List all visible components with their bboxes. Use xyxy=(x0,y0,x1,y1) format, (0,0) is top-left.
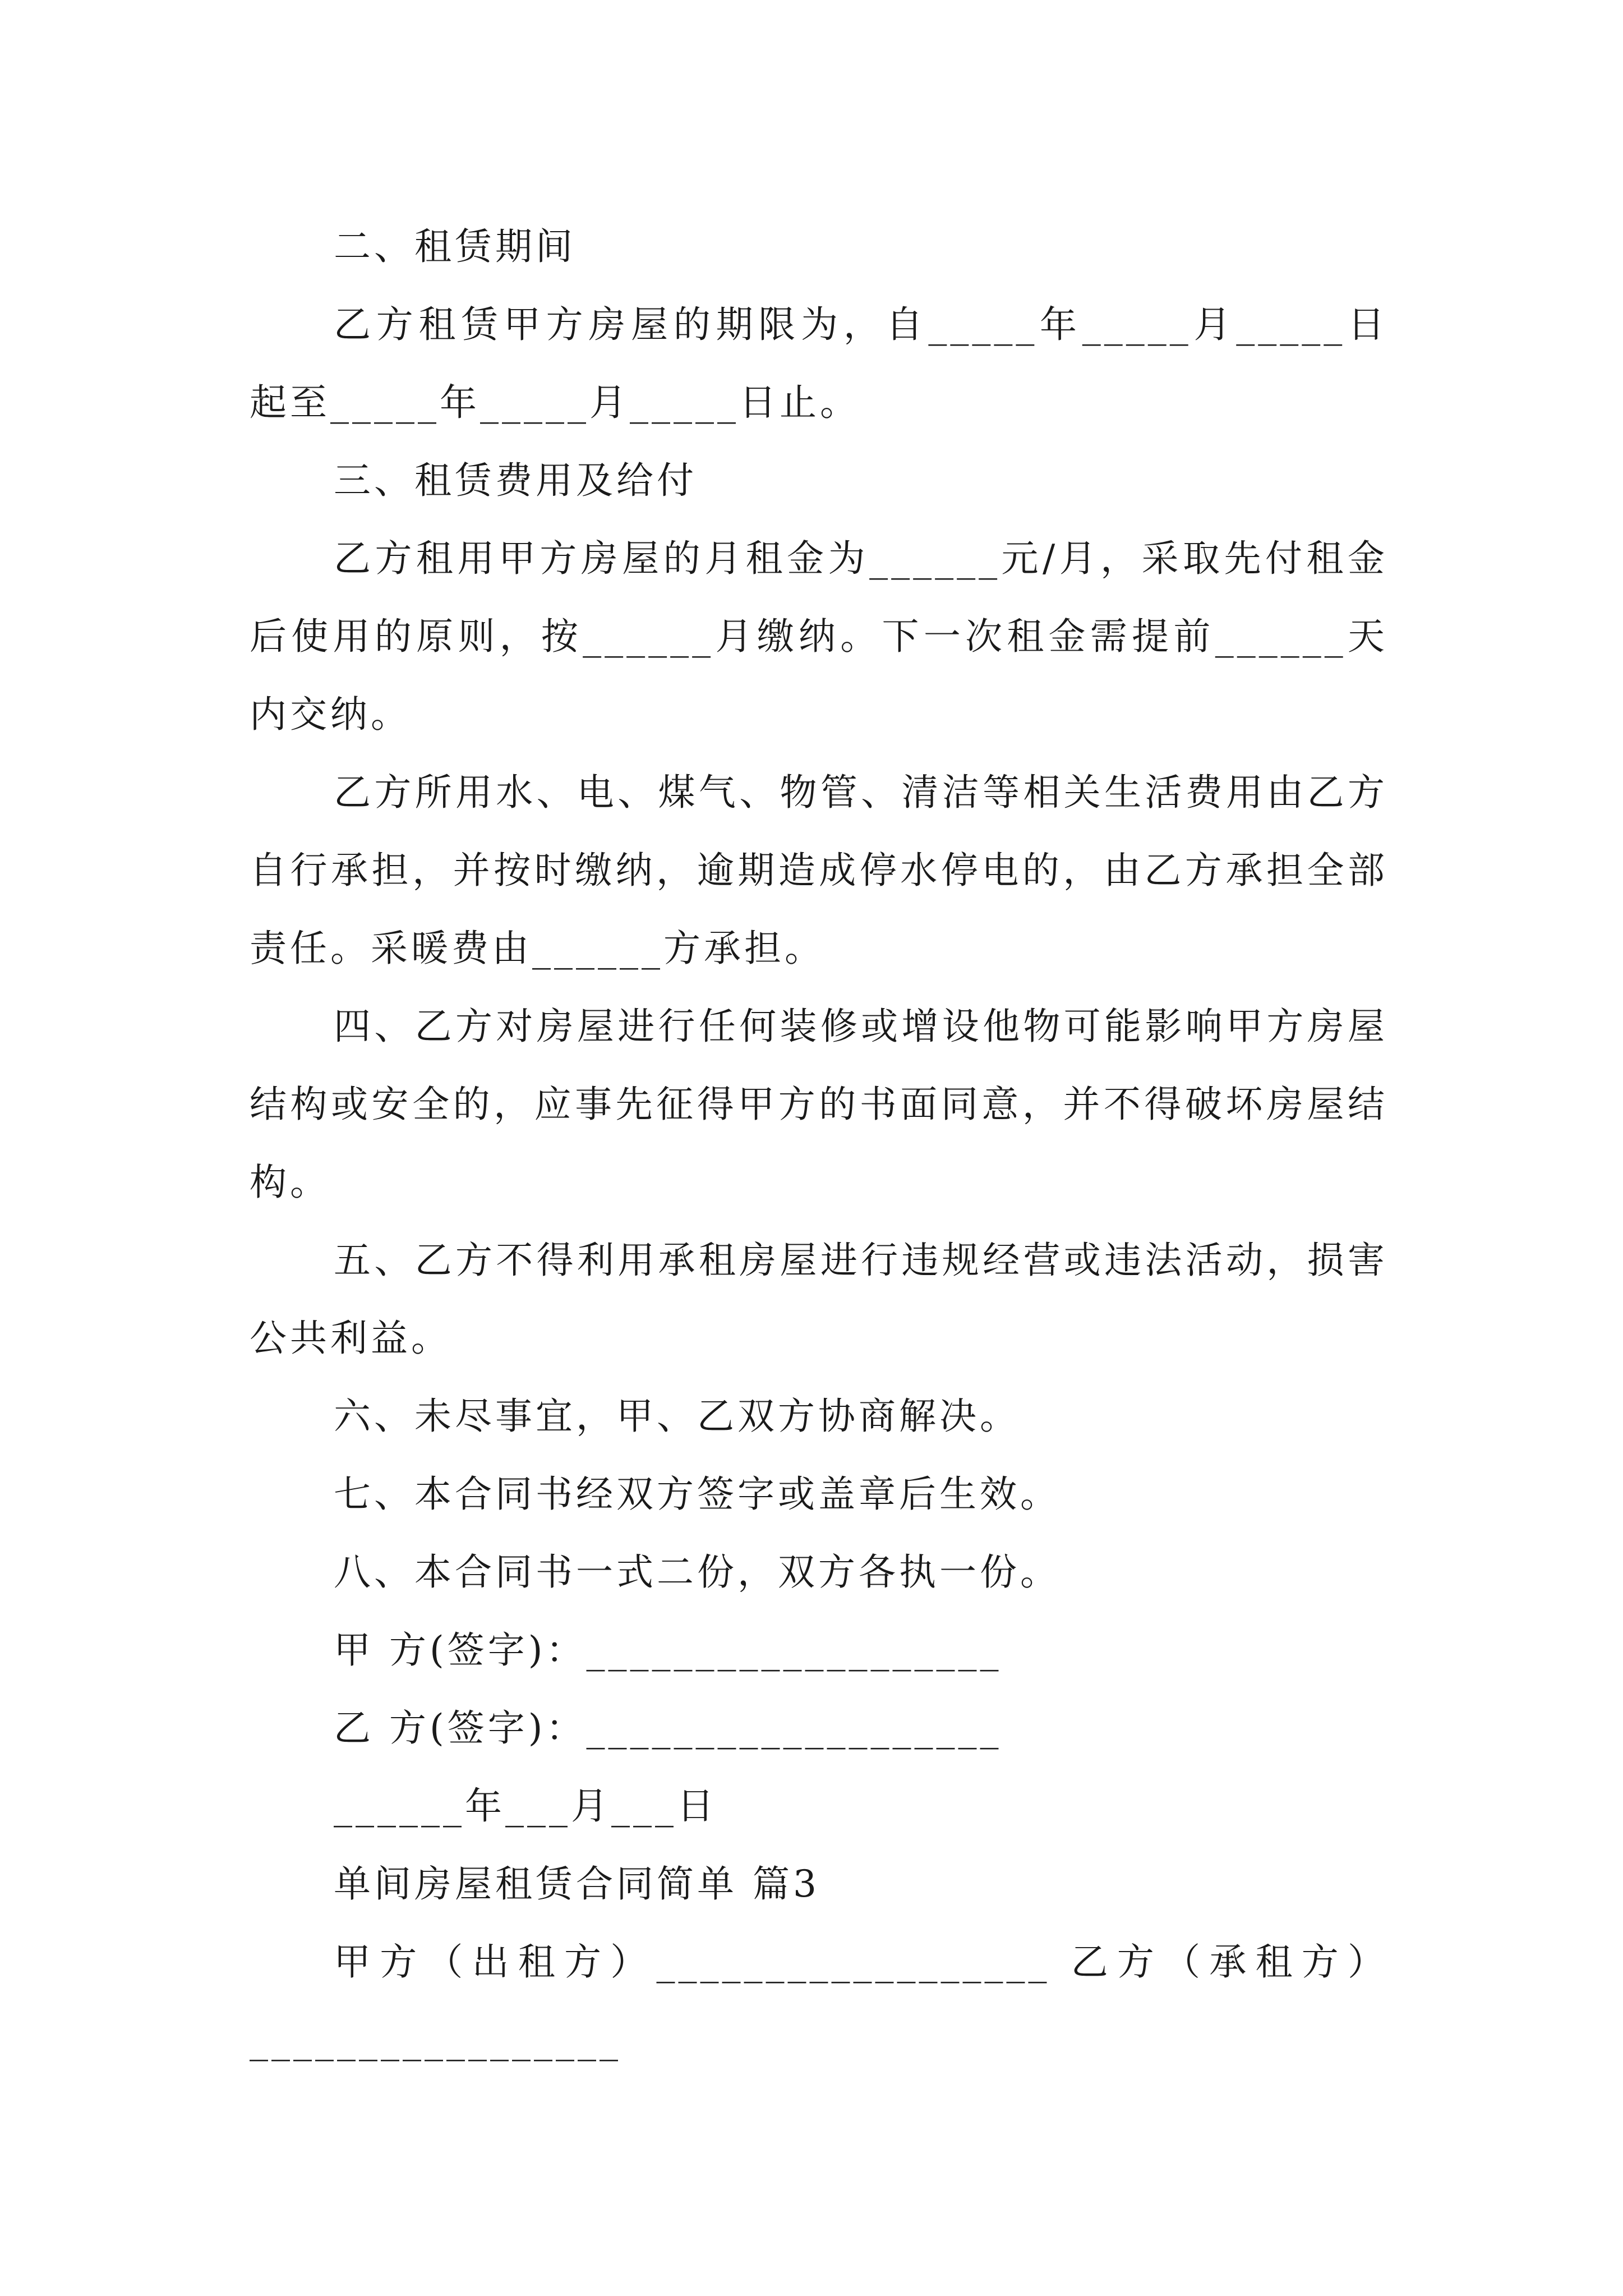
clause-eight-paragraph: 八、本合同书一式二份，双方各执一份。 xyxy=(334,1550,1061,1594)
heading-rent-payment: 三、租赁费用及给付 xyxy=(334,459,697,502)
document-body xyxy=(250,208,1388,2079)
party-b-signature-line: 乙 方(签字)：___________________ xyxy=(334,1706,1002,1750)
section-title: 单间房屋租赁合同简单 篇3 xyxy=(334,1862,820,1906)
heading-lease-period: 二、租赁期间 xyxy=(334,225,576,268)
clause-four-paragraph: 四、乙方对房屋进行任何装修或增设他物可能影响甲方房屋结构或安全的，应事先征得甲方的书面同意，并不得破坏房屋结构。 xyxy=(250,1005,1388,1204)
parties-line: 甲方（出租方）__________________ 乙方（承租方）_________________ xyxy=(250,1940,1388,2062)
party-a-signature-line: 甲 方(签字)：___________________ xyxy=(334,1628,1002,1672)
utilities-paragraph: 乙方所用水、电、煤气、物管、清洁等相关生活费用由乙方自行承担，并按时缴纳，逾期造成停水停电的，由乙方承担全部责任。采暖费由______方承担。 xyxy=(250,771,1388,970)
lease-period-paragraph: 乙方租赁甲方房屋的期限为，自_____年_____月_____日起至_____年_____月_____日止。 xyxy=(250,303,1388,424)
clause-five-paragraph: 五、乙方不得利用承租房屋进行违规经营或违法活动，损害公共利益。 xyxy=(250,1239,1388,1360)
clause-seven-paragraph: 七、本合同书经双方签字或盖章后生效。 xyxy=(334,1473,1061,1516)
clause-six-paragraph: 六、未尽事宜，甲、乙双方协商解决。 xyxy=(334,1395,1020,1438)
rent-paragraph: 乙方租用甲方房屋的月租金为______元/月，采取先付租金后使用的原则，按______月缴纳。下一次租金需提前______天内交纳。 xyxy=(250,537,1388,736)
signing-date-line: ______年___月___日 xyxy=(334,1784,717,1828)
